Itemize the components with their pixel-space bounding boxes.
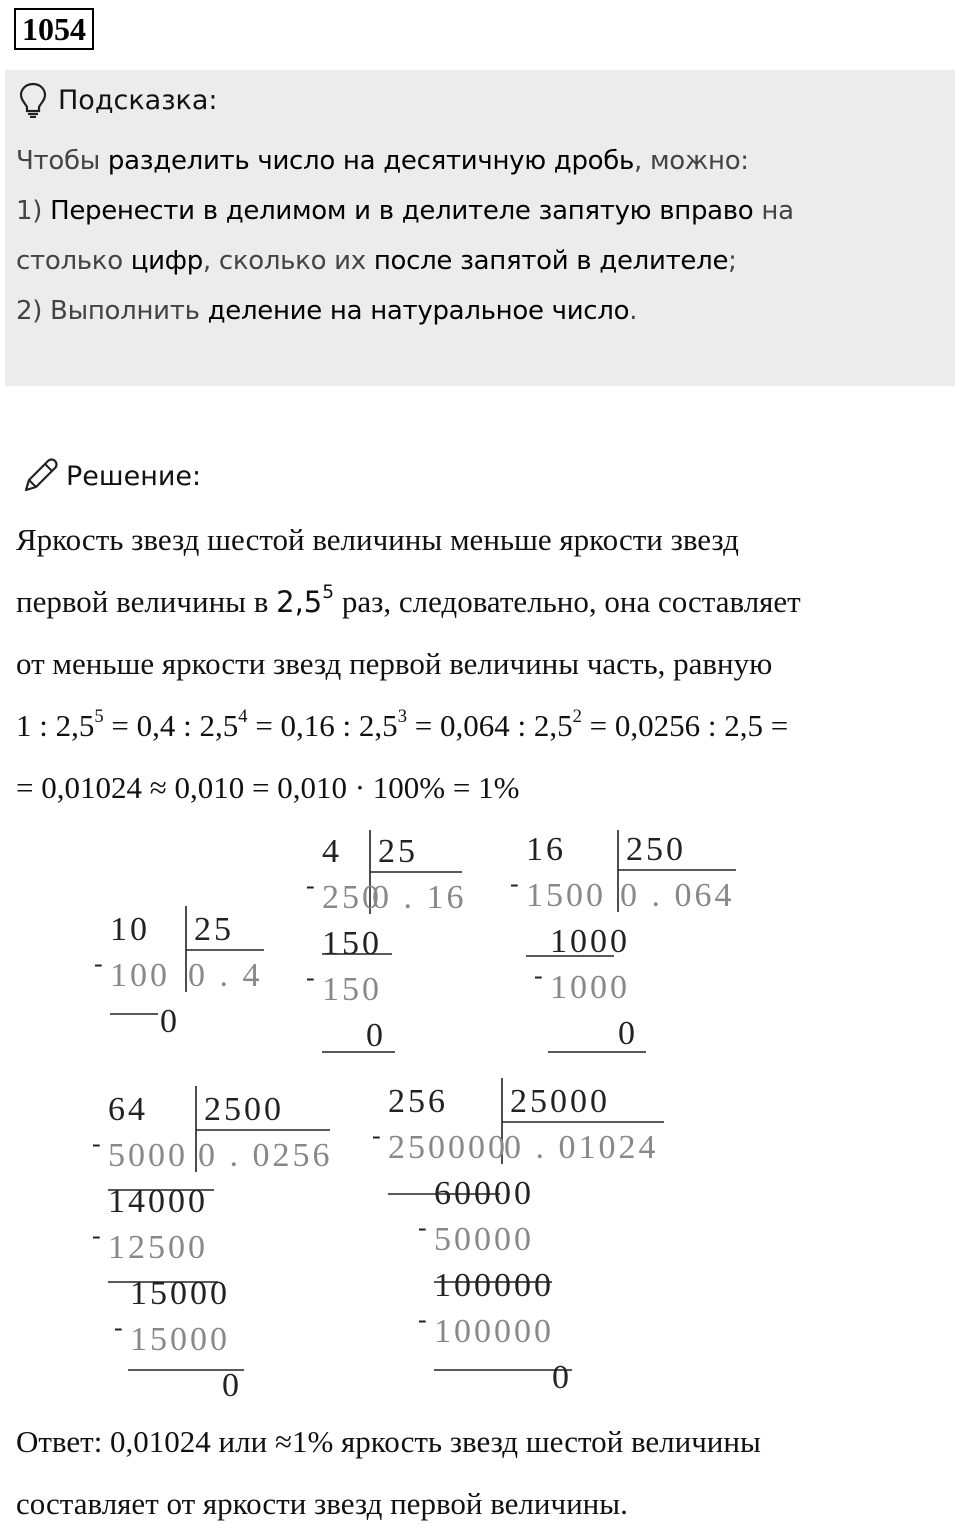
solution-line-2-sup: 5 [322, 582, 335, 603]
hint-emphasis: деление на натуральное число [207, 296, 630, 326]
division-row-s3: 100000 [434, 1313, 554, 1350]
hint-text: , можно: [634, 146, 749, 176]
exponent: 4 [238, 706, 248, 727]
division-row-r2: 15000 [130, 1275, 230, 1312]
solution-line-4 [16, 708, 788, 744]
minus-sign: - [418, 1305, 427, 1334]
exponent: 3 [397, 706, 407, 727]
quotient: 0 . 4 [188, 957, 263, 994]
answer-line-1: Ответ: 0,01024 или ≈1% яркость звезд шестой величины [16, 1424, 761, 1459]
division-row-s2: 12500 [108, 1229, 208, 1266]
hint-text: столько [16, 246, 131, 276]
division-row-r1: 60000 [434, 1175, 534, 1212]
division-row-sub1: 250000 [388, 1129, 508, 1166]
minus-sign: - [94, 949, 103, 978]
solution-line-2-a: первой величины в [16, 584, 277, 619]
exponent: 5 [94, 706, 104, 727]
solution-line-5: = 0,01024 ≈ 0,010 = 0,010 · 100% = 1% [16, 770, 520, 805]
hint-text: на [753, 196, 794, 226]
division-row-s2: 150 [322, 971, 382, 1008]
hint-line-3 [16, 246, 737, 276]
task-number: 1054 [14, 8, 94, 50]
minus-sign: - [92, 1221, 101, 1250]
equation-part: = 0,16 : 2,5 [247, 708, 398, 743]
hint-text: . [629, 296, 638, 326]
hint-text: , сколько их [202, 246, 374, 276]
equation-part: 1 : 2,5 [16, 708, 95, 743]
minus-sign: - [92, 1129, 101, 1158]
division-2 [306, 830, 467, 1054]
pencil-icon [20, 456, 60, 496]
quotient: 0 . 16 [372, 879, 467, 916]
hint-header [18, 80, 218, 120]
division-row-r2: 100000 [434, 1267, 554, 1304]
hint-text: 2) Выполнить [16, 296, 208, 326]
hint-text: ; [728, 246, 737, 276]
solution-line-2-c: раз, следовательно, она составляет [334, 584, 801, 619]
division-row-rem: 0 [222, 1367, 242, 1404]
hint-title: Подсказка: [58, 84, 218, 116]
minus-sign: - [306, 963, 315, 992]
minus-sign: - [418, 1213, 427, 1242]
exponent: 2 [572, 706, 582, 727]
hint-line-1 [16, 146, 749, 176]
hint-emphasis: цифр [130, 246, 203, 276]
division-1 [94, 906, 264, 1040]
division-row-sub1: 1500 [526, 877, 606, 914]
divisor: 25 [378, 833, 418, 870]
division-4 [92, 1086, 333, 1404]
quotient: 0 . 064 [620, 877, 735, 914]
lightbulb-icon [18, 82, 48, 118]
solution-line-2-b: 2,5 [276, 585, 323, 619]
quotient: 0 . 01024 [504, 1129, 659, 1166]
hint-line-4 [16, 296, 637, 326]
quotient: 0 . 0256 [198, 1137, 333, 1174]
division-row-rem: 0 [366, 1017, 386, 1054]
minus-sign: - [534, 961, 543, 990]
division-row-r1: 1000 [550, 923, 630, 960]
equation-part: = 0,4 : 2,5 [103, 708, 239, 743]
divisor: 2500 [204, 1091, 284, 1128]
division-row-dividend: 64 [108, 1091, 148, 1128]
minus-sign: - [372, 1121, 381, 1150]
division-row-dividend: 16 [526, 831, 566, 868]
division-row-dividend: 256 [388, 1083, 448, 1120]
division-row-s2: 1000 [550, 969, 630, 1006]
minus-sign: - [114, 1313, 123, 1342]
division-3 [510, 830, 736, 1052]
divisor: 250 [626, 831, 686, 868]
long-division-calculations [0, 830, 960, 1420]
division-row-r1: 14000 [108, 1183, 208, 1220]
hint-text: Чтобы [16, 146, 108, 176]
division-5 [372, 1078, 664, 1396]
hint-emphasis: Перенести в делимом и в делителе запятую вправо [50, 196, 754, 226]
division-row-r1: 150 [322, 925, 382, 962]
division-row-s2: 50000 [434, 1221, 534, 1258]
answer-line-2: составляет от яркости звезд первой величины. [16, 1486, 628, 1521]
minus-sign: - [510, 869, 519, 898]
solution-line-2 [16, 584, 801, 620]
minus-sign: - [306, 871, 315, 900]
equation-part: = 0,064 : 2,5 [406, 708, 573, 743]
division-row-sub1: 250 [322, 879, 382, 916]
solution-line-3: от меньше яркости звезд первой величины часть, равную [16, 646, 773, 681]
solution-title: Решение: [66, 460, 202, 492]
solution-header [20, 456, 201, 496]
hint-emphasis: разделить число на десятичную дробь [107, 146, 635, 176]
hint-text: 1) [16, 196, 51, 226]
divisor: 25 [194, 911, 234, 948]
divisor: 25000 [510, 1083, 610, 1120]
division-row-sub1: 5000 [108, 1137, 188, 1174]
equation-part: = 0,0256 : 2,5 = [581, 708, 789, 743]
division-row-rem: 0 [552, 1359, 572, 1396]
division-row-dividend: 4 [322, 833, 342, 870]
solution-line-1: Яркость звезд шестой величины меньше яркости звезд [16, 522, 739, 557]
division-row-sub1: 100 [110, 957, 170, 994]
division-row-rem: 0 [160, 1003, 180, 1040]
division-row-rem: 0 [618, 1015, 638, 1052]
division-row-s3: 15000 [130, 1321, 230, 1358]
hint-line-2 [16, 196, 794, 226]
division-row-dividend: 10 [110, 911, 150, 948]
hint-emphasis: после запятой в делителе [373, 246, 729, 276]
